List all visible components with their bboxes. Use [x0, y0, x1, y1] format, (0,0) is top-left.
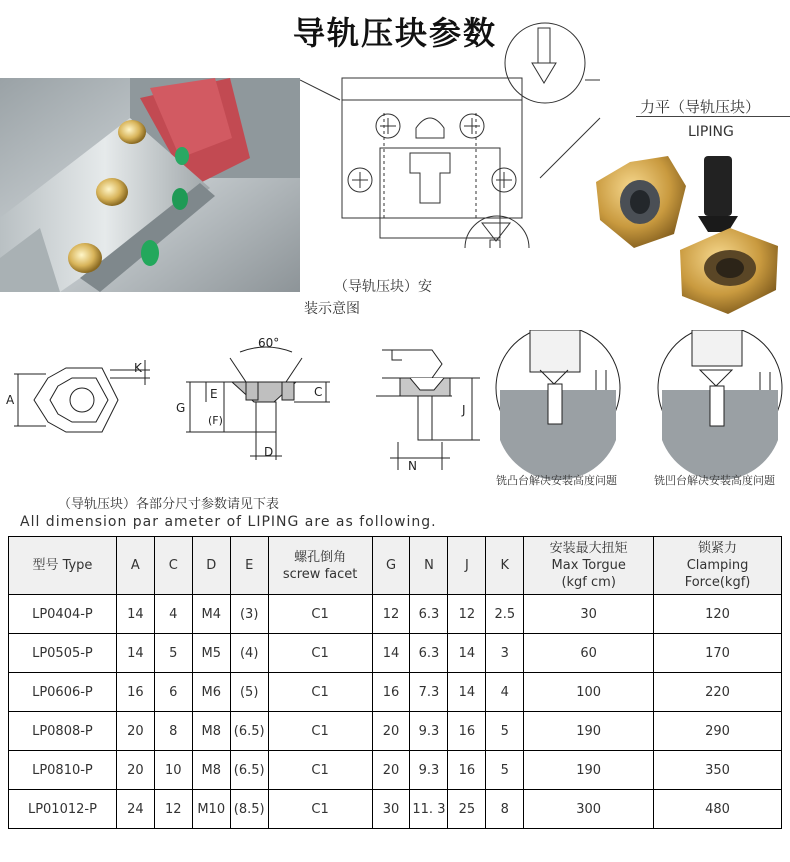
table-cell-type: LP0505-P — [9, 634, 117, 673]
table-cell-e: (6.5) — [230, 712, 268, 751]
table-cell-torque: 100 — [524, 673, 654, 712]
table-cell-d: M6 — [192, 673, 230, 712]
dim-E: E — [210, 387, 218, 401]
table-cell-j: 16 — [448, 712, 486, 751]
table-cell-facet: C1 — [268, 751, 372, 790]
table-cell-k: 8 — [486, 790, 524, 829]
page-title: 导轨压块参数 — [292, 14, 497, 52]
table-cell-d: M4 — [192, 595, 230, 634]
table-cell-facet: C1 — [268, 595, 372, 634]
header-clamping-force — [654, 537, 782, 595]
table-cell-n: 6.3 — [410, 595, 448, 634]
table-cell-a: 20 — [116, 751, 154, 790]
table-cell-c: 8 — [154, 712, 192, 751]
table-cell-facet: C1 — [268, 712, 372, 751]
dim-angle: 60° — [258, 336, 280, 350]
table-row — [9, 790, 782, 829]
table-cell-clamp: 480 — [654, 790, 782, 829]
dim-N: N — [408, 459, 417, 473]
label-divider — [636, 116, 790, 117]
dimension-note-cn: （导轨压块）各部分尺寸参数请见下表 — [58, 497, 280, 512]
header-j: J — [448, 537, 486, 595]
dim-D: D — [264, 445, 274, 459]
table-cell-clamp: 220 — [654, 673, 782, 712]
table-cell-torque: 190 — [524, 712, 654, 751]
header-torque-en1: Max Torgue — [551, 558, 626, 573]
table-cell-k: 2.5 — [486, 595, 524, 634]
table-cell-n: 9.3 — [410, 712, 448, 751]
table-row — [9, 595, 782, 634]
table-cell-facet: C1 — [268, 790, 372, 829]
table-header-row — [9, 537, 782, 595]
table-cell-d: M10 — [192, 790, 230, 829]
table-cell-clamp: 290 — [654, 712, 782, 751]
header-screw-facet — [268, 537, 372, 595]
header-torque-en2: (kgf cm) — [561, 575, 616, 590]
table-cell-c: 4 — [154, 595, 192, 634]
header-d: D — [192, 537, 230, 595]
table-cell-n: 6.3 — [410, 634, 448, 673]
table-cell-a: 24 — [116, 790, 154, 829]
table-cell-a: 14 — [116, 595, 154, 634]
table-cell-a: 16 — [116, 673, 154, 712]
dim-G: G — [176, 401, 186, 415]
table-cell-type: LP01012-P — [9, 790, 117, 829]
liping-cn-label: 力平（导轨压块） — [640, 98, 761, 116]
table-cell-clamp: 170 — [654, 634, 782, 673]
header-clamp-en2: Force(kgf) — [684, 575, 751, 590]
table-cell-g: 20 — [372, 712, 410, 751]
table-cell-j: 14 — [448, 634, 486, 673]
table-cell-c: 6 — [154, 673, 192, 712]
header-clamp-cn: 锁紧力 — [698, 541, 738, 556]
dim-K: K — [134, 361, 142, 375]
header-e: E — [230, 537, 268, 595]
table-cell-k: 5 — [486, 712, 524, 751]
dim-C: C — [314, 385, 323, 399]
table-cell-e: (6.5) — [230, 751, 268, 790]
table-row — [9, 634, 782, 673]
header-clamp-en1: Clamping — [686, 558, 749, 573]
table-cell-e: (4) — [230, 634, 268, 673]
table-cell-facet: C1 — [268, 634, 372, 673]
install-diagram — [300, 18, 610, 248]
table-cell-d: M8 — [192, 712, 230, 751]
table-cell-n: 7.3 — [410, 673, 448, 712]
table-cell-type: LP0606-P — [9, 673, 117, 712]
table-cell-e: (5) — [230, 673, 268, 712]
table-cell-j: 12 — [448, 595, 486, 634]
spec-table-body — [9, 595, 782, 829]
table-cell-a: 20 — [116, 712, 154, 751]
table-cell-e: (3) — [230, 595, 268, 634]
dim-J: J — [462, 403, 466, 417]
install-caption-line2: 装示意图 — [304, 301, 360, 317]
header-c: C — [154, 537, 192, 595]
header-max-torque — [524, 537, 654, 595]
table-cell-j: 14 — [448, 673, 486, 712]
table-cell-j: 16 — [448, 751, 486, 790]
table-cell-n: 9.3 — [410, 751, 448, 790]
table-cell-c: 5 — [154, 634, 192, 673]
table-cell-type: LP0810-P — [9, 751, 117, 790]
table-cell-n: 11. 3 — [410, 790, 448, 829]
spec-table — [8, 536, 782, 829]
table-cell-torque: 30 — [524, 595, 654, 634]
table-cell-c: 10 — [154, 751, 192, 790]
table-cell-clamp: 350 — [654, 751, 782, 790]
table-cell-g: 16 — [372, 673, 410, 712]
recess-caption: 铣凹台解决安装高度问题 — [654, 474, 775, 487]
table-cell-torque: 60 — [524, 634, 654, 673]
table-cell-facet: C1 — [268, 673, 372, 712]
dim-A: A — [6, 393, 15, 407]
install-caption-line1: （导轨压块）安 — [334, 279, 432, 295]
table-cell-a: 14 — [116, 634, 154, 673]
table-cell-type: LP0404-P — [9, 595, 117, 634]
table-cell-d: M5 — [192, 634, 230, 673]
hex-nut-photo — [590, 150, 790, 320]
liping-en-label: LIPING — [688, 124, 734, 140]
table-cell-k: 5 — [486, 751, 524, 790]
table-cell-g: 20 — [372, 751, 410, 790]
header-g: G — [372, 537, 410, 595]
table-cell-j: 25 — [448, 790, 486, 829]
table-cell-e: (8.5) — [230, 790, 268, 829]
table-cell-k: 4 — [486, 673, 524, 712]
dim-F: (F) — [208, 414, 223, 427]
table-row — [9, 751, 782, 790]
table-cell-g: 12 — [372, 595, 410, 634]
table-cell-type: LP0808-P — [9, 712, 117, 751]
header-n: N — [410, 537, 448, 595]
table-cell-c: 12 — [154, 790, 192, 829]
table-cell-d: M8 — [192, 751, 230, 790]
table-cell-torque: 300 — [524, 790, 654, 829]
boss-caption: 铣凸台解决安装高度问题 — [496, 474, 617, 487]
table-cell-clamp: 120 — [654, 595, 782, 634]
table-row — [9, 673, 782, 712]
header-type: 型号 Type — [9, 537, 117, 595]
table-cell-torque: 190 — [524, 751, 654, 790]
table-row — [9, 712, 782, 751]
header-torque-cn: 安装最大扭矩 — [549, 541, 628, 556]
header-facet-en: screw facet — [282, 566, 358, 582]
rail-photo — [0, 78, 300, 292]
header-k: K — [486, 537, 524, 595]
table-cell-g: 14 — [372, 634, 410, 673]
table-cell-k: 3 — [486, 634, 524, 673]
header-a: A — [116, 537, 154, 595]
header-facet-cn: 螺孔倒角 — [294, 549, 347, 565]
table-cell-g: 30 — [372, 790, 410, 829]
dimension-note-en: All dimension par ameter of LIPING are as following. — [20, 514, 437, 530]
dimension-diagrams — [0, 330, 790, 480]
